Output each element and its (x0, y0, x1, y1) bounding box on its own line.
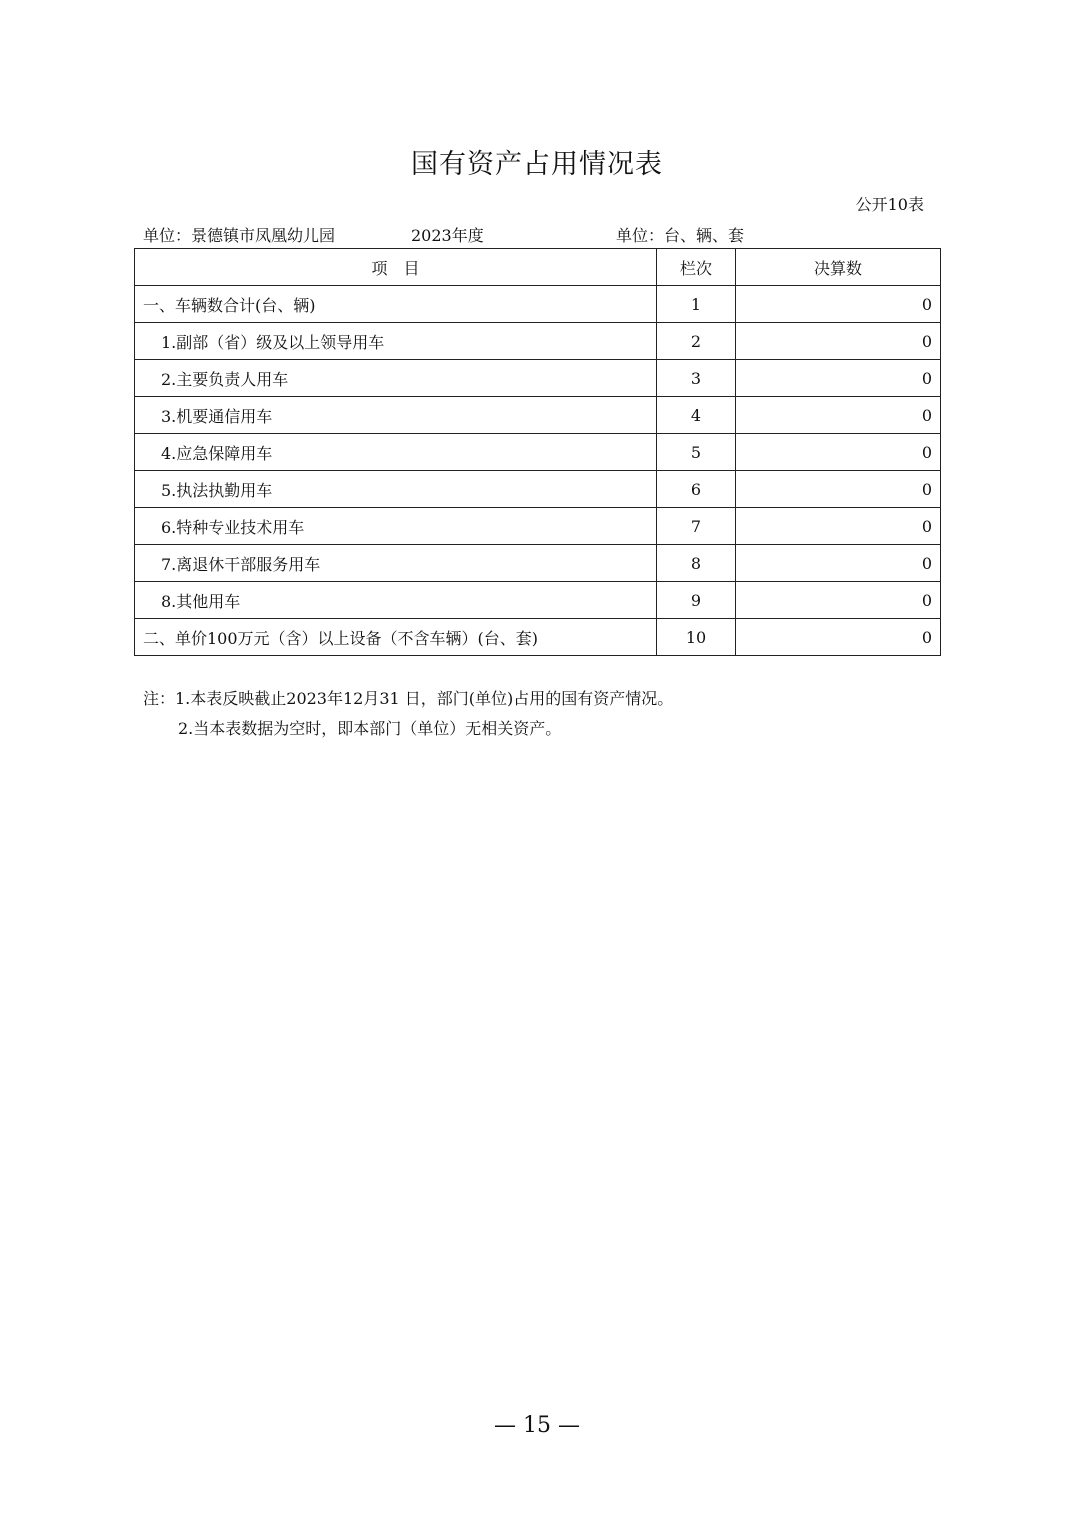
table-row (135, 619, 941, 656)
row-item: 二、单价100万元（含）以上设备（不含车辆）(台、套) (135, 619, 657, 656)
row-number: 8 (657, 545, 736, 582)
row-item: 4.应急保障用车 (135, 434, 657, 471)
row-value: 0 (736, 360, 941, 397)
note-1: 注：1.本表反映截止2023年12月31 日，部门(单位)占用的国有资产情况。 (143, 689, 674, 708)
page-number: — 15 — (494, 1413, 580, 1438)
table-row (135, 323, 941, 360)
row-number: 1 (657, 286, 736, 323)
table-row (135, 286, 941, 323)
document-title: 国有资产占用情况表 (411, 149, 663, 180)
table-number: 公开10表 (855, 195, 924, 214)
row-item: 2.主要负责人用车 (135, 360, 657, 397)
row-item: 7.离退休干部服务用车 (135, 545, 657, 582)
row-number: 7 (657, 508, 736, 545)
row-value: 0 (736, 434, 941, 471)
row-item: 1.副部（省）级及以上领导用车 (135, 323, 657, 360)
row-item: 3.机要通信用车 (135, 397, 657, 434)
row-number: 9 (657, 582, 736, 619)
row-value: 0 (736, 397, 941, 434)
asset-table (134, 248, 941, 656)
row-item: 6.特种专业技术用车 (135, 508, 657, 545)
row-number: 2 (657, 323, 736, 360)
row-value: 0 (736, 545, 941, 582)
table-header-row (135, 249, 941, 286)
unit-of-measure: 单位：台、辆、套 (616, 226, 745, 245)
row-number: 4 (657, 397, 736, 434)
row-number: 6 (657, 471, 736, 508)
table-row (135, 360, 941, 397)
row-value: 0 (736, 582, 941, 619)
header-item: 项 目 (135, 249, 657, 286)
row-value: 0 (736, 323, 941, 360)
row-item: 一、车辆数合计(台、辆) (135, 286, 657, 323)
table-row (135, 471, 941, 508)
row-number: 3 (657, 360, 736, 397)
row-number: 10 (657, 619, 736, 656)
row-value: 0 (736, 619, 941, 656)
table-row (135, 508, 941, 545)
row-item: 5.执法执勤用车 (135, 471, 657, 508)
row-value: 0 (736, 508, 941, 545)
row-value: 0 (736, 471, 941, 508)
row-item: 8.其他用车 (135, 582, 657, 619)
unit-organization: 单位：景德镇市凤凰幼儿园 (143, 226, 336, 245)
table-row (135, 434, 941, 471)
note-2: 2.当本表数据为空时，即本部门（单位）无相关资产。 (178, 719, 562, 738)
row-number: 5 (657, 434, 736, 471)
header-row-number: 栏次 (657, 249, 736, 286)
table-row (135, 582, 941, 619)
table-row (135, 545, 941, 582)
row-value: 0 (736, 286, 941, 323)
table-row (135, 397, 941, 434)
fiscal-year: 2023年度 (411, 226, 484, 245)
header-final-amount: 决算数 (736, 249, 941, 286)
